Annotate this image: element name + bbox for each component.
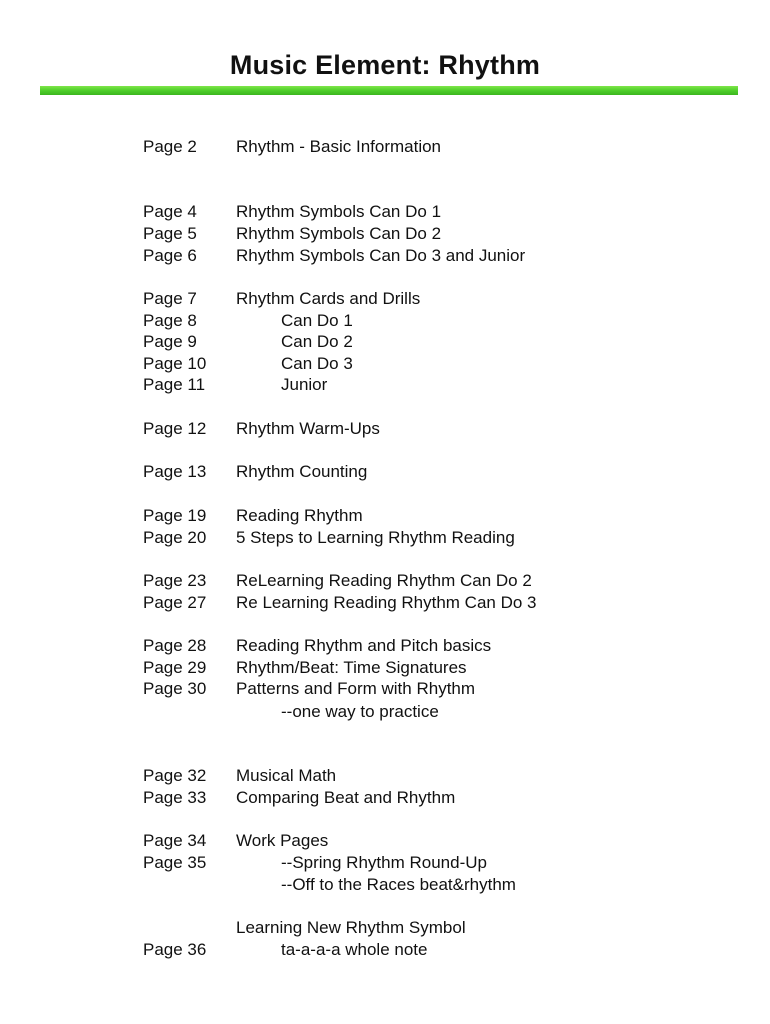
toc-text: Comparing Beat and Rhythm [236, 788, 456, 807]
toc-text: Can Do 2 [281, 332, 353, 351]
toc-page: Page 10 [143, 354, 207, 373]
toc-row [0, 527, 770, 549]
toc-text: Learning New Rhythm Symbol [236, 918, 466, 937]
toc-page: Page 6 [143, 246, 197, 265]
toc-text: Junior [281, 375, 328, 394]
toc-row [0, 136, 770, 158]
toc-row [0, 592, 770, 614]
toc-text: Musical Math [236, 766, 337, 785]
toc-page: Page 34 [143, 831, 207, 850]
toc-page: Page 7 [143, 289, 197, 308]
toc-page: Page 23 [143, 571, 207, 590]
toc-page: Page 32 [143, 766, 207, 785]
toc-row [0, 678, 770, 700]
toc-text: Can Do 1 [281, 311, 353, 330]
toc-text: Rhythm Warm-Ups [236, 419, 380, 438]
toc-page: Page 33 [143, 788, 207, 807]
toc-row [0, 765, 770, 787]
toc-text: Rhythm Symbols Can Do 2 [236, 224, 442, 243]
toc-row [0, 570, 770, 592]
toc-page: Page 8 [143, 311, 197, 330]
toc-row [0, 310, 770, 332]
toc-text: Rhythm Cards and Drills [236, 289, 421, 308]
page-title: Music Element: Rhythm [229, 50, 541, 80]
toc-text: Re Learning Reading Rhythm Can Do 3 [236, 593, 537, 612]
toc-page: Page 35 [143, 853, 207, 872]
toc-text: Rhythm Symbols Can Do 3 and Junior [236, 246, 526, 265]
toc-row [0, 939, 770, 961]
toc-text: ReLearning Reading Rhythm Can Do 2 [236, 571, 532, 590]
toc-text: Rhythm - Basic Information [236, 137, 442, 156]
toc-page: Page 29 [143, 658, 207, 677]
toc-row [0, 288, 770, 310]
toc-page: Page 5 [143, 224, 197, 243]
toc-row [0, 374, 770, 396]
toc-row [0, 874, 770, 896]
toc-row [0, 201, 770, 223]
toc-row [0, 787, 770, 809]
toc-row [0, 852, 770, 874]
toc-text: --Off to the Races beat&rhythm [281, 875, 516, 894]
toc-text: Patterns and Form with Rhythm [236, 679, 476, 698]
toc-text: --one way to practice [281, 702, 439, 721]
toc-page: Page 28 [143, 636, 207, 655]
toc-text: Reading Rhythm and Pitch basics [236, 636, 492, 655]
toc-page: Page 27 [143, 593, 207, 612]
toc-text: Rhythm Symbols Can Do 1 [236, 202, 442, 221]
toc-page: Page 20 [143, 528, 207, 547]
toc-page: Page 30 [143, 679, 207, 698]
toc-row [0, 701, 770, 723]
toc-page: Page 36 [143, 940, 207, 959]
toc-page: Page 4 [143, 202, 197, 221]
toc-page: Page 13 [143, 462, 207, 481]
toc-text: --Spring Rhythm Round-Up [281, 853, 487, 872]
toc-row [0, 223, 770, 245]
toc-row [0, 461, 770, 483]
toc-page: Page 9 [143, 332, 197, 351]
toc-row [0, 245, 770, 267]
toc-row [0, 635, 770, 657]
toc-text: Work Pages [236, 831, 329, 850]
toc-text: Reading Rhythm [236, 506, 363, 525]
toc-text: Rhythm Counting [236, 462, 368, 481]
toc-text: Can Do 3 [281, 354, 353, 373]
toc-page: Page 11 [143, 375, 206, 394]
toc-page: Page 12 [143, 419, 207, 438]
toc-row [0, 830, 770, 852]
toc-row [0, 418, 770, 440]
toc-text: 5 Steps to Learning Rhythm Reading [236, 528, 515, 547]
toc-page: Page 2 [143, 137, 197, 156]
toc-text: Rhythm/Beat: Time Signatures [236, 658, 467, 677]
toc-row [0, 331, 770, 353]
toc-text: ta-a-a-a whole note [281, 940, 428, 959]
toc-row [0, 353, 770, 375]
toc-page: Page 19 [143, 506, 207, 525]
toc-row [0, 917, 770, 939]
toc-row [0, 505, 770, 527]
toc-row [0, 657, 770, 679]
